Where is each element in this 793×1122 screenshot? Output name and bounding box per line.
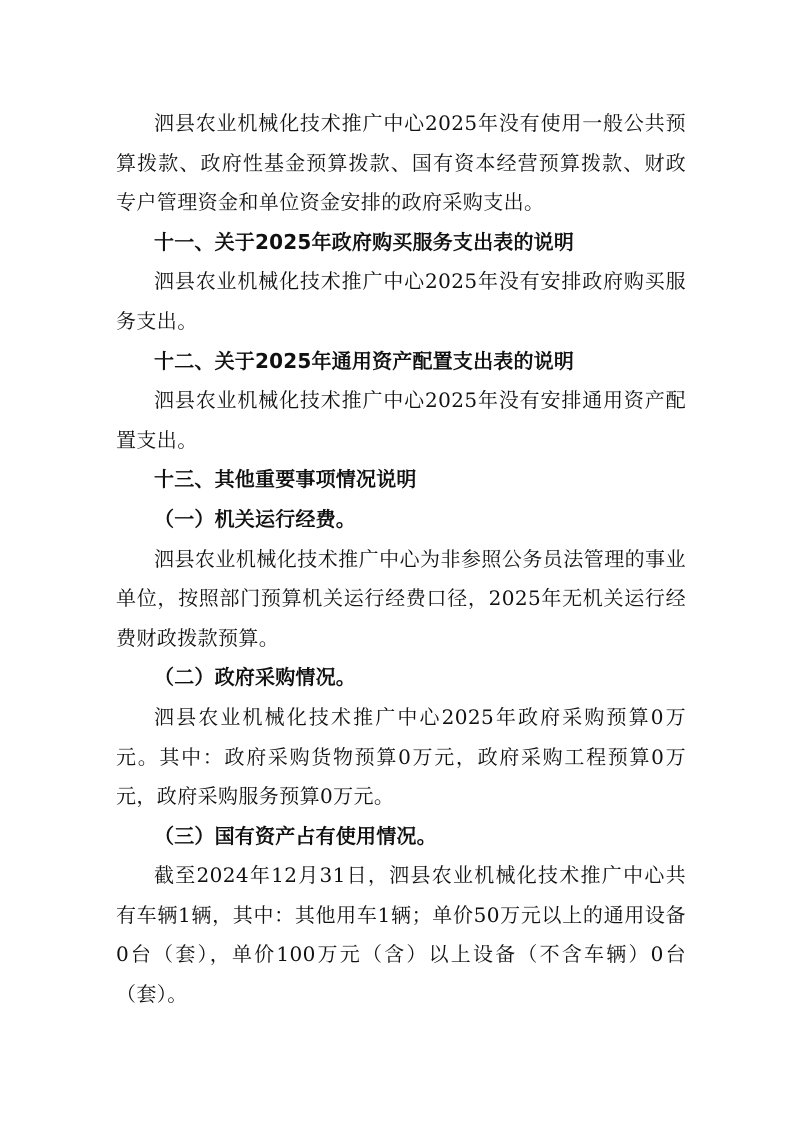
paragraph-government-procurement: 泗县农业机械化技术推广中心2025年政府采购预算0万元。其中：政府采购货物预算0万元，政府采购工程预算0万元，政府采购服务预算0万元。 <box>116 704 686 809</box>
document-body <box>116 104 686 1015</box>
paragraph-purchase-services: 泗县农业机械化技术推广中心2025年没有安排政府购买服务支出。 <box>116 269 686 333</box>
paragraph-procurement-none: 泗县农业机械化技术推广中心2025年没有使用一般公共预算拨款、政府性基金预算拨款、国有资本经营预算拨款、财政专户管理资金和单位资金安排的政府采购支出。 <box>116 111 686 215</box>
paragraph-operating-expenses: 泗县农业机械化技术推广中心为非参照公务员法管理的事业单位，按照部门预算机关运行经费口径，2025年无机关运行经费财政拨款预算。 <box>116 546 686 650</box>
heading-asset-allocation: 十二、关于2025年通用资产配置支出表的说明 <box>154 348 575 373</box>
paragraph-state-assets: 截至2024年12月31日，泗县农业机械化技术推广中心共有车辆1辆，其中：其他用车1辆；单价50万元以上的通用设备0台（套），单价100万元（含）以上设备（不含车辆）0台（套）。 <box>116 863 686 1007</box>
subheading-government-procurement: （二）政府采购情况。 <box>154 665 356 690</box>
subheading-operating-expenses: （一）机关运行经费。 <box>154 506 356 531</box>
subheading-state-assets: （三）国有资产占有使用情况。 <box>154 823 437 848</box>
heading-other-matters: 十三、其他重要事项情况说明 <box>154 467 417 492</box>
heading-purchase-services: 十一、关于2025年政府购买服务支出表的说明 <box>154 229 575 254</box>
paragraph-asset-allocation: 泗县农业机械化技术推广中心2025年没有安排通用资产配置支出。 <box>116 388 686 452</box>
